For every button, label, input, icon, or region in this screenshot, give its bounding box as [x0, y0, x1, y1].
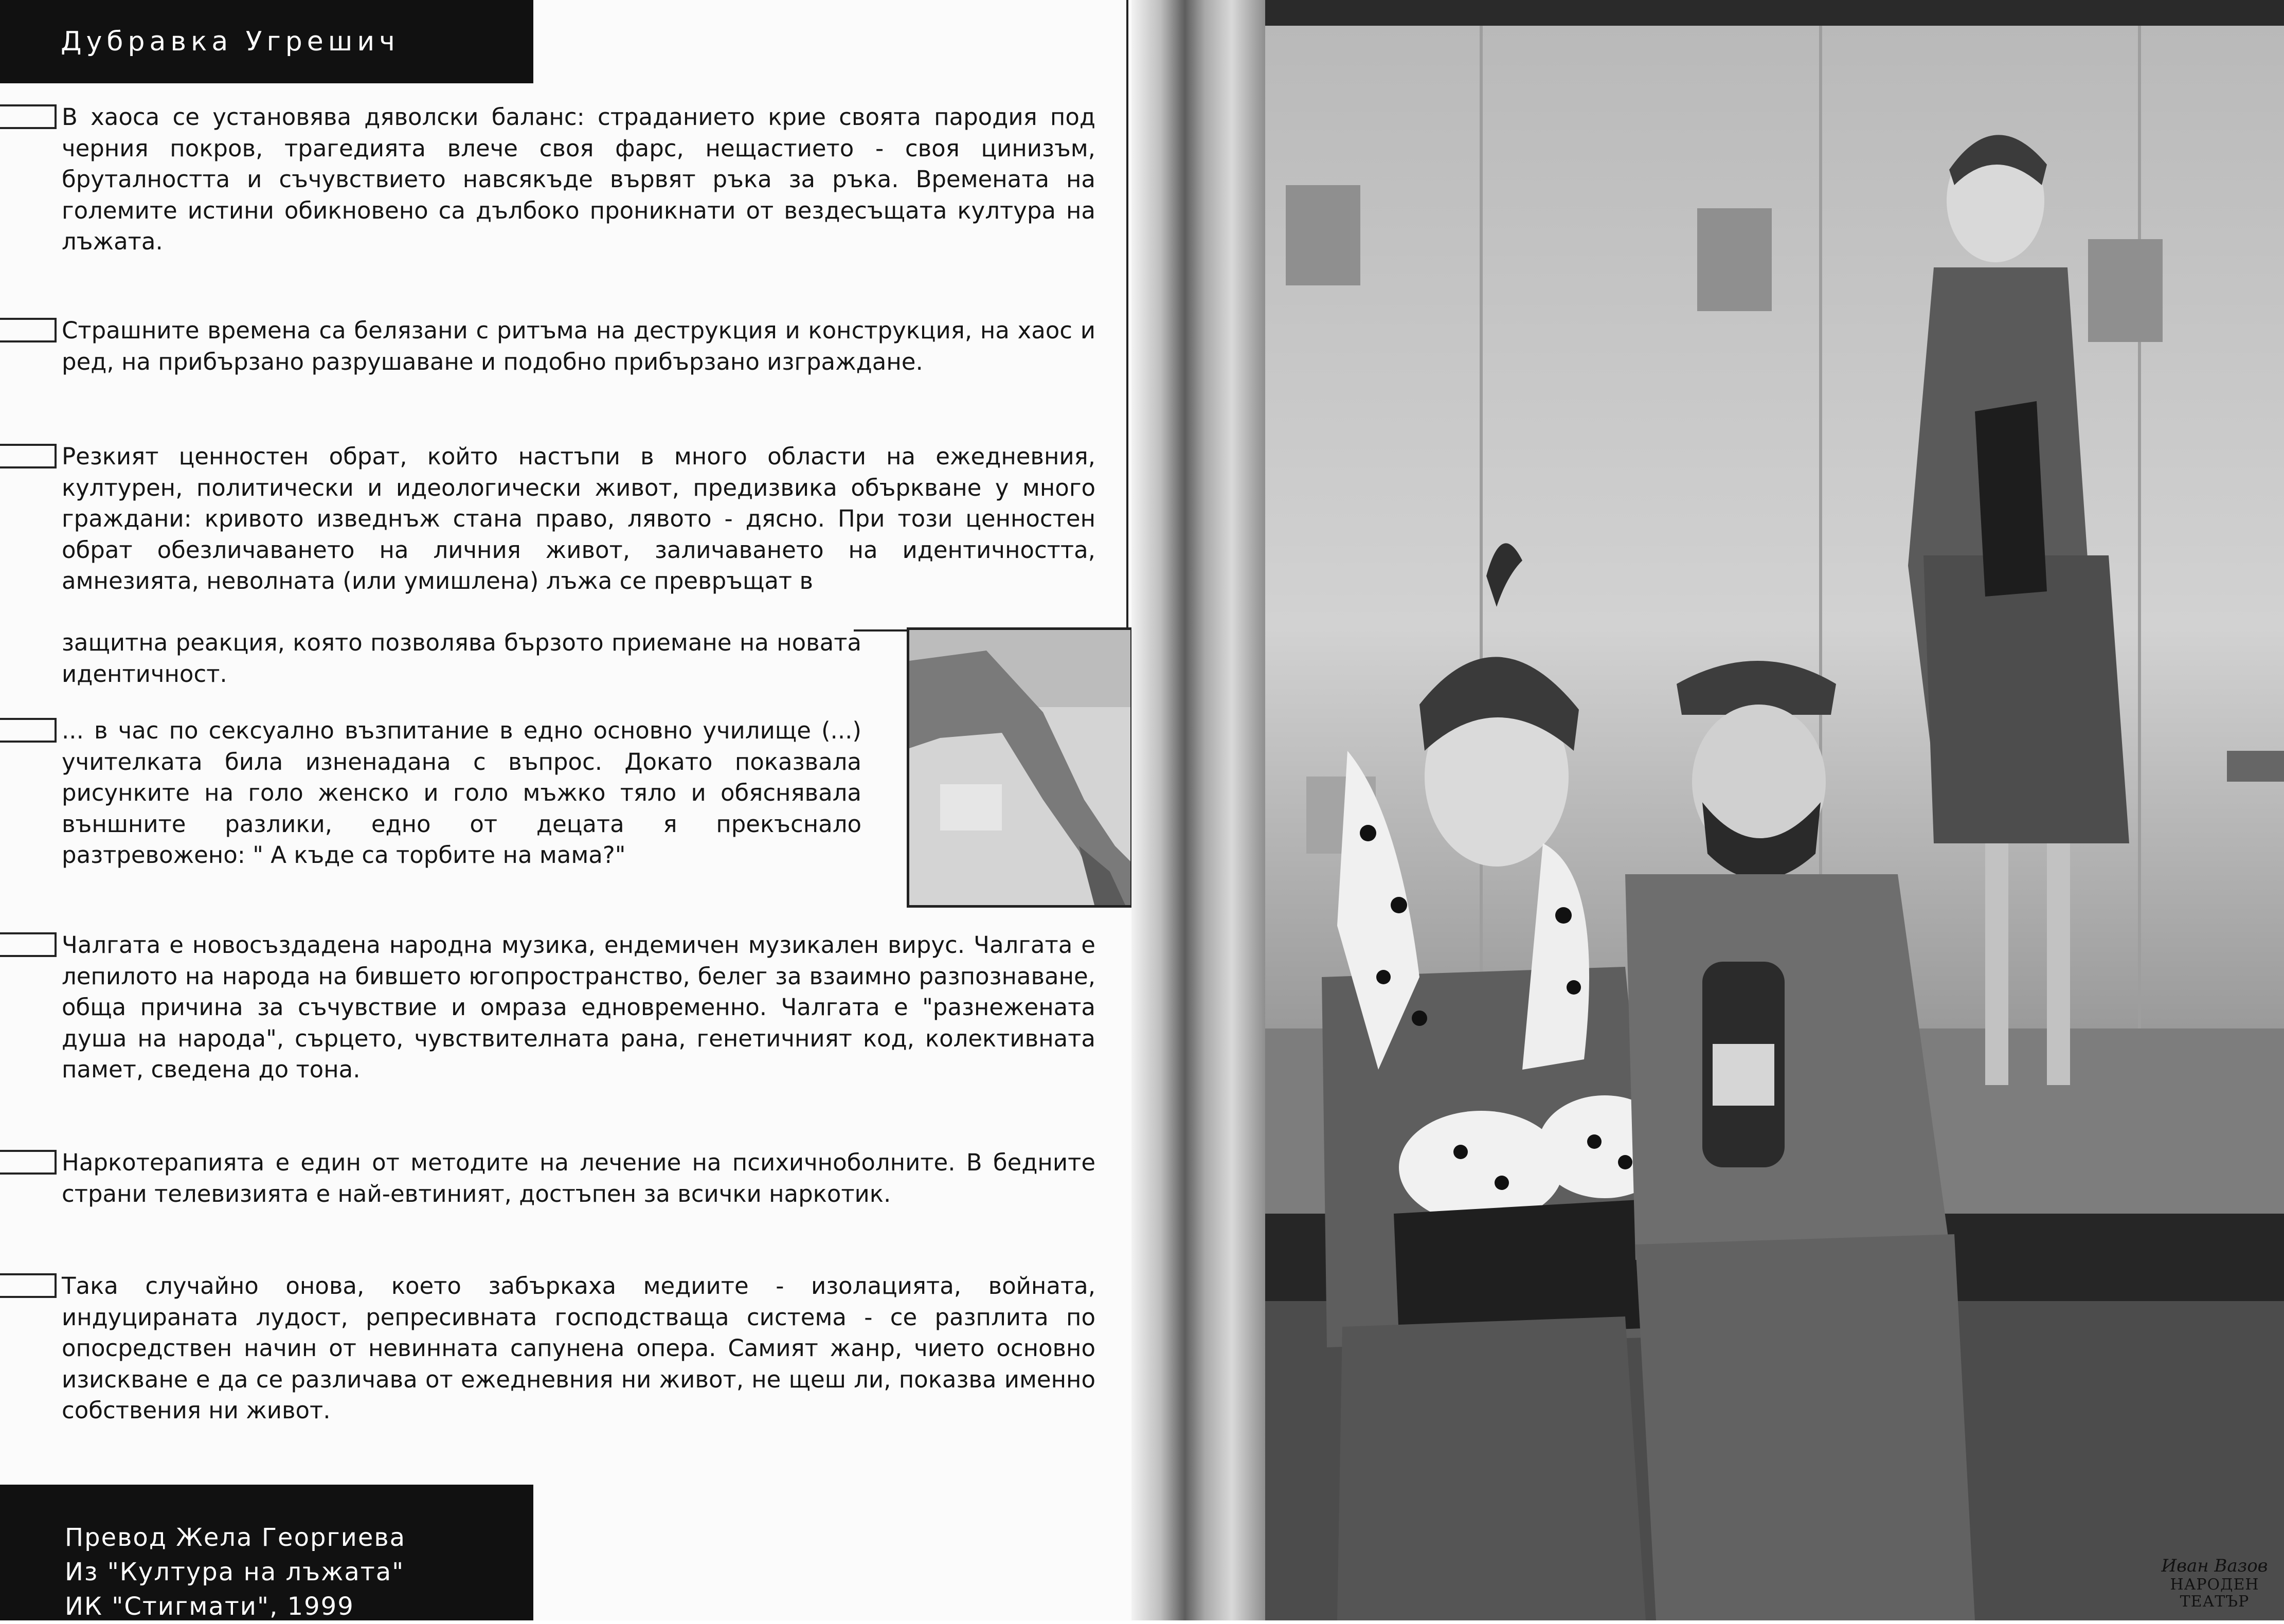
paragraph-3: Резкият ценностен обрат, който настъпи в много области на ежедневния, културен, политически и идеологически живот, предизвика объркване у много граждани: кривото изведнъж стана право, лявото - дясно. При този ценностен обрат обезличаването на личния живот, заличаването на идентичността, амнезията, неволната (или умишлена) лъжа се превръщат в: [62, 443, 1095, 594]
logo-line-1: НАРОДЕН: [2170, 1576, 2259, 1594]
paragraph-7: Така случайно онова, което забъркаха медиите - изолацията, войната, индуцираната лудост, репресивната господстваща система - се разплита по опосредствен начин от невинната сапунена опера. Самият жанр, чието основно изискване е да се различава от ежедневния ни живот, не щеш ли, показва именно собствения ни живот.: [62, 1272, 1095, 1424]
paragraph-marker: [0, 1273, 57, 1298]
translation-credits: [0, 1485, 533, 1620]
stage-photo: [1265, 0, 2284, 1620]
inset-photo: [907, 627, 1133, 908]
translator-credit: Превод Жела Георгиева: [65, 1523, 406, 1552]
source-credit: Из "Култура на лъжата": [65, 1558, 405, 1586]
logo-signature: Иван Вазов: [2161, 1556, 2268, 1576]
paragraph-3-continued: защитна реакция, която позволява бързото приемане на новата идентичност.: [62, 629, 861, 688]
author-name: Дубравка Угрешич: [61, 26, 400, 57]
paragraph-5: Чалгата е новосъздадена народна музика, ендемичен музикален вирус. Чалгата е лепилото на народа на бившето югопространство, белег за взаимно разпознаване, обща причина за съчувствие и омраза едновременно. Чалгата е "разнежената душа на народа", сърцето, чувствителната рана, генетичният код, колективната памет, сведена до тона.: [62, 931, 1095, 1083]
paragraph-marker: [0, 104, 57, 129]
page-spine: [1131, 0, 1265, 1620]
paragraph-marker: [0, 718, 57, 743]
paragraph-marker: [0, 1150, 57, 1175]
paragraph-marker: [0, 932, 57, 957]
paragraph-marker: [0, 318, 57, 342]
text-page: [0, 0, 1131, 1620]
paragraph-2: Страшните времена са белязани с ритъма на деструкция и конструкция, на хаос и ред, на прибързано разрушаване и подобно прибързано изграждане.: [62, 317, 1095, 375]
national-theatre-logo: [2155, 1556, 2274, 1610]
author-name-header: [0, 0, 533, 83]
publisher-credit: ИК "Стигмати", 1999: [65, 1592, 354, 1621]
logo-line-2: ТЕАТЪР: [2180, 1593, 2250, 1611]
paragraph-marker: [0, 444, 57, 468]
frame-divider-vertical: [1126, 0, 1128, 630]
paragraph-1: В хаоса се установява дяволски баланс: страданието крие своята пародия под черния покров, трагедията влече своя фарс, нещастието - своя цинизъм, бруталността и съчувствието навсякъде вървят ръка за ръка. Времената на големите истини обикновено са дълбоко проникнати от вездесъщата култура на лъжата.: [62, 103, 1095, 255]
paragraph-6: Наркотерапията е един от методите на лечение на психичноболните. В бедните страни телевизията е най-евтиният, достъпен за всички наркотик.: [62, 1149, 1095, 1207]
paragraph-4: ... в час по сексуално възпитание в едно основно училище (...) учителката била изненадана с въпрос. Докато показвала рисунките на голо женско и голо мъжко тяло и обяснявала външните разлики, едно от децата я прекъснало разтревожено: " А къде са торбите на мама?": [62, 717, 861, 869]
